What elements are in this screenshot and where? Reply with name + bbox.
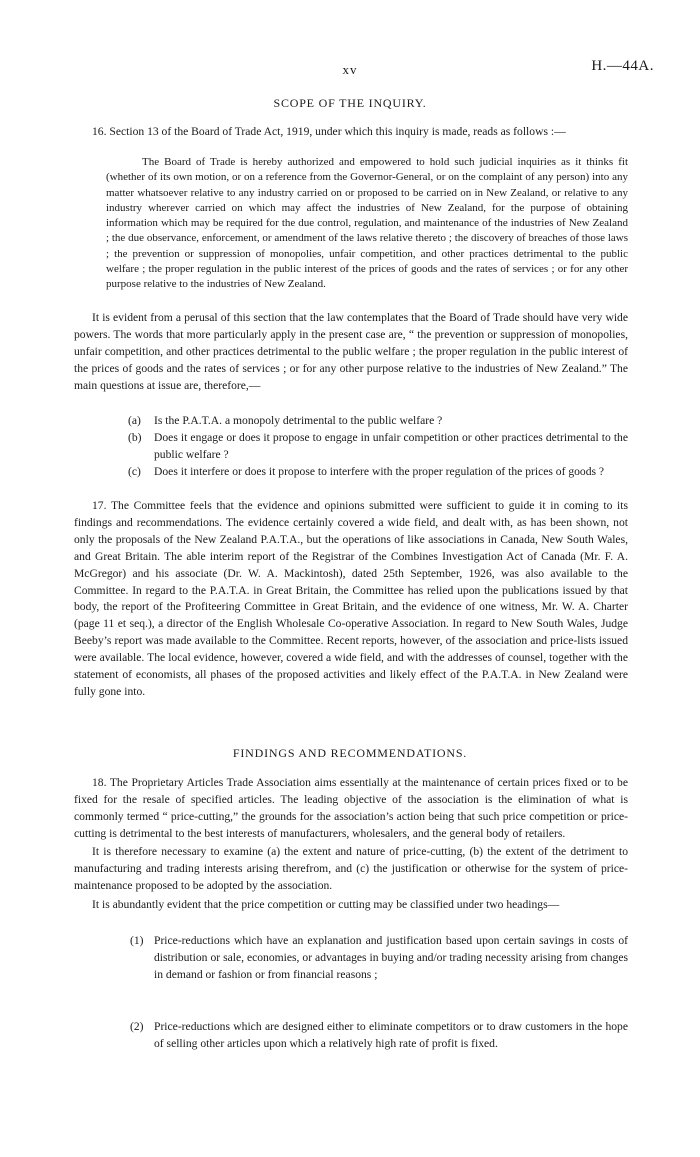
- paragraph-abundantly: It is abundantly evident that the price competition or cutting may be classified under two headings—: [92, 898, 560, 911]
- question-text: Does it interfere or does it propose to interfere with the proper regulation of the prices of goods ?: [154, 465, 605, 478]
- section-heading-findings: FINDINGS AND RECOMMENDATIONS.: [232, 746, 468, 760]
- question-b: [128, 430, 628, 464]
- heading-item-1: [130, 933, 628, 984]
- question-label: (b): [128, 431, 142, 444]
- heading-item-text: Price-reductions which have an explanation and justification based upon certain savings in costs of distribution or sale, economies, or advantages in buying and/or trading necessity arising from changes in demand or fashion or from financial reasons ;: [154, 934, 628, 981]
- heading-item-label: (1): [130, 934, 144, 947]
- paragraph-necessary: It is therefore necessary to examine (a) the extent and nature of price-cutting, (b) the extent of the detriment to manufacturing and trading interests arising therefrom, and (c) the justification or otherwise for the system of price-maintenance proposed to be adopted by the association.: [74, 845, 628, 892]
- section-heading-scope: SCOPE OF THE INQUIRY.: [273, 96, 427, 110]
- heading-item-text: Price-reductions which are designed either to eliminate competitors or to draw customers in the hope of selling other articles upon which a relatively high rate of profit is fixed.: [154, 1020, 628, 1050]
- question-label: (a): [128, 414, 141, 427]
- paragraph-18: 18. The Proprietary Articles Trade Association aims essentially at the maintenance of certain prices fixed or to be fixed for the resale of specified articles. The leading objective of the association is the elimination of what is commonly termed “ price-cutting,” the grounds for the association’s action being that such price competition or price-cutting is detrimental to the best interests of manufacturers, wholesalers, and the general body of retailers.: [74, 776, 628, 840]
- paragraph-16: 16. Section 13 of the Board of Trade Act, 1919, under which this inquiry is made, reads as follows :—: [92, 125, 566, 138]
- question-a: [128, 413, 628, 430]
- question-text: Does it engage or does it propose to engage in unfair competition or other practices detrimental to the public welfare ?: [154, 431, 628, 461]
- page-number: xv: [342, 62, 358, 77]
- statute-quote: The Board of Trade is hereby authorized and empowered to hold such judicial inquiries as it thinks fit (whether of its own motion, or on a reference from the Governor-General, or on the complaint of any person) into any matter whatsoever relative to any industry carried on or proposed to be carried on in New Zealand, or relative to any industry wherever carried on which may affect the industries of New Zealand, for the purpose of obtaining information which may be required for the due control, regulation, and maintenance of the industries of New Zealand ; the due observance, enforcement, or amendment of the laws relative thereto ; the discovery of breaches of those laws ; the prevention or suppression of monopolies, unfair competition, and other practices detrimental to the public welfare ; the proper regulation in the public interest of the prices of goods and the rates of services ; or for any other purpose relative to the industries of New Zealand.: [106, 156, 628, 291]
- question-label: (c): [128, 465, 141, 478]
- paragraph-17: 17. The Committee feels that the evidence and opinions submitted were sufficient to guide it in coming to its findings and recommendations. The evidence certainly covered a wide field, and dealt with, as has been shown, not only the proposals of the New Zealand P.A.T.A., but the operations of like associations in Canada, New South Wales, and Great Britain. The able interim report of the Registrar of the Combines Investigation Act of Canada (Mr. F. A. McGregor) and his associate (Dr. W. A. Mackintosh), dated 25th September, 1926, was also available to the Committee. In regard to the P.A.T.A. in Great Britain, the Committee has relied upon the publications issued by that body, the report of the Profiteering Committee in Great Britain, and the evidence of one witness, Mr. W. A. Charter (page 11 et seq.), a director of the English Wholesale Co-operative Association. In regard to New South Wales, Judge Beeby’s report was made available to the Committee. Recent reports, however, of the association and price-lists issued were available. The local evidence, however, covered a wide field, and with the addresses of counsel, together with the statement of economists, all phases of the proposed activities and likely effect of the P.A.T.A. in New Zealand were fully gone into.: [74, 499, 628, 698]
- heading-item-2: [130, 1019, 628, 1053]
- question-text: Is the P.A.T.A. a monopoly detrimental to the public welfare ?: [154, 414, 443, 427]
- heading-item-label: (2): [130, 1020, 144, 1033]
- report-reference: H.—44A.: [591, 58, 654, 74]
- paragraph-evident: It is evident from a perusal of this section that the law contemplates that the Board of Trade should have very wide powers. The words that more particularly apply in the present case are, “ the prevention or suppression of monopolies, unfair competition, and other practices detrimental to the public welfare ; the proper regulation in the public interest of the prices of goods and the rates of services ; or for any other purpose relative to the industries of New Zealand.” The main questions at issue are, therefore,—: [74, 311, 628, 392]
- question-c: [128, 464, 628, 481]
